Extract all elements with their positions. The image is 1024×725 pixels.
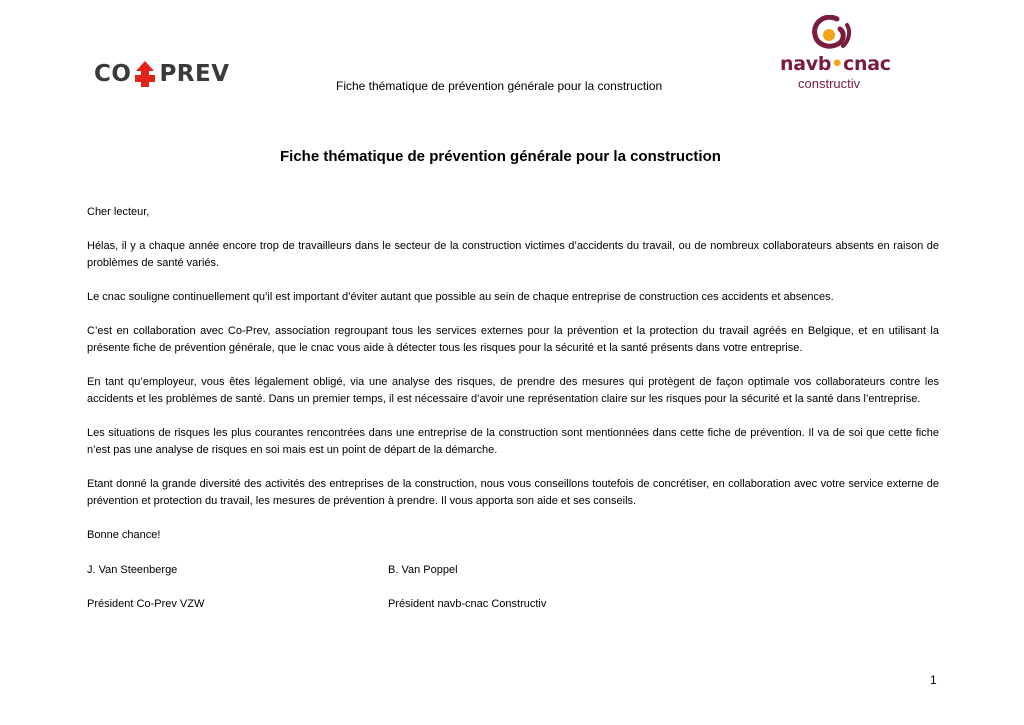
closing: Bonne chance!: [87, 529, 161, 541]
coprev-logo-text-left: CO: [94, 60, 132, 87]
paragraph: Etant donné la grande diversité des activités des entreprises de la construction, nous vous conseillons toutefois de concrétiser, en collaboration avec votre service externe de prévention et protection du travail, les mesures de prévention à prendre. Il vous apporta son aide et ses conseils.: [87, 478, 939, 507]
salutation: Cher lecteur,: [87, 206, 150, 218]
coprev-logo: [94, 60, 230, 88]
page-number: 1: [930, 673, 937, 687]
signatory-role: Président Co-Prev VZW: [87, 598, 205, 610]
paragraph: Hélas, il y a chaque année encore trop de travailleurs dans le secteur de la construction victimes d’accidents du travail, ou de nombreux collaborateurs absents en raison de problèmes de santé variés.: [87, 240, 939, 269]
brand-cnac: cnac: [843, 53, 891, 75]
paragraph: Les situations de risques les plus courantes rencontrées dans une entreprise de la construction sont mentionnées dans cette fiche de prévention. Il va de soi que cette fiche n’est pas une analyse de risques en soi mais est un point de départ de la démarche.: [87, 427, 939, 456]
signatory-name: J. Van Steenberge: [87, 564, 178, 576]
paragraph: C’est en collaboration avec Co-Prev, association regroupant tous les services externes pour la prévention et la protection du travail agréés en Belgique, et en utilisant la présente fiche de prévention générale, que le cnac vous aide à détecter tous les risques pour la sécurité et la santé présents dans votre entreprise.: [87, 325, 939, 354]
header-title: Fiche thématique de prévention générale pour la construction: [336, 79, 663, 93]
document-title: Fiche thématique de prévention générale pour la construction: [280, 148, 721, 165]
signatory-name: B. Van Poppel: [388, 564, 458, 576]
signatory-roles: [87, 596, 687, 613]
letter-body: [87, 204, 939, 544]
signatures: [87, 562, 687, 630]
signatory-role: Président navb-cnac Constructiv: [388, 598, 547, 610]
navb-cnac-brand: [780, 55, 891, 74]
paragraph: Le cnac souligne continuellement qu’il est important d’éviter autant que possible au sein de chaque entreprise de construction ces accidents et absences.: [87, 291, 834, 303]
brand-dot: •: [831, 53, 843, 75]
brand-navb: navb: [780, 53, 832, 75]
red-cross-icon: [132, 60, 158, 88]
coprev-logo-text-right: PREV: [159, 60, 230, 87]
signatory-names: [87, 562, 687, 579]
brand-subtitle: constructiv: [798, 76, 861, 91]
paragraph: En tant qu’employeur, vous êtes légalement obligé, via une analyse des risques, de prendre des mesures qui protègent de façon optimale vos collaborateurs contre les accidents et les problèmes de santé. Dans un premier temps, il est nécessaire d’avoir une représentation claire sur les risques pour la sécurité et la santé dans l’entreprise.: [87, 376, 939, 405]
navb-spiral-mark-icon: [807, 15, 853, 55]
